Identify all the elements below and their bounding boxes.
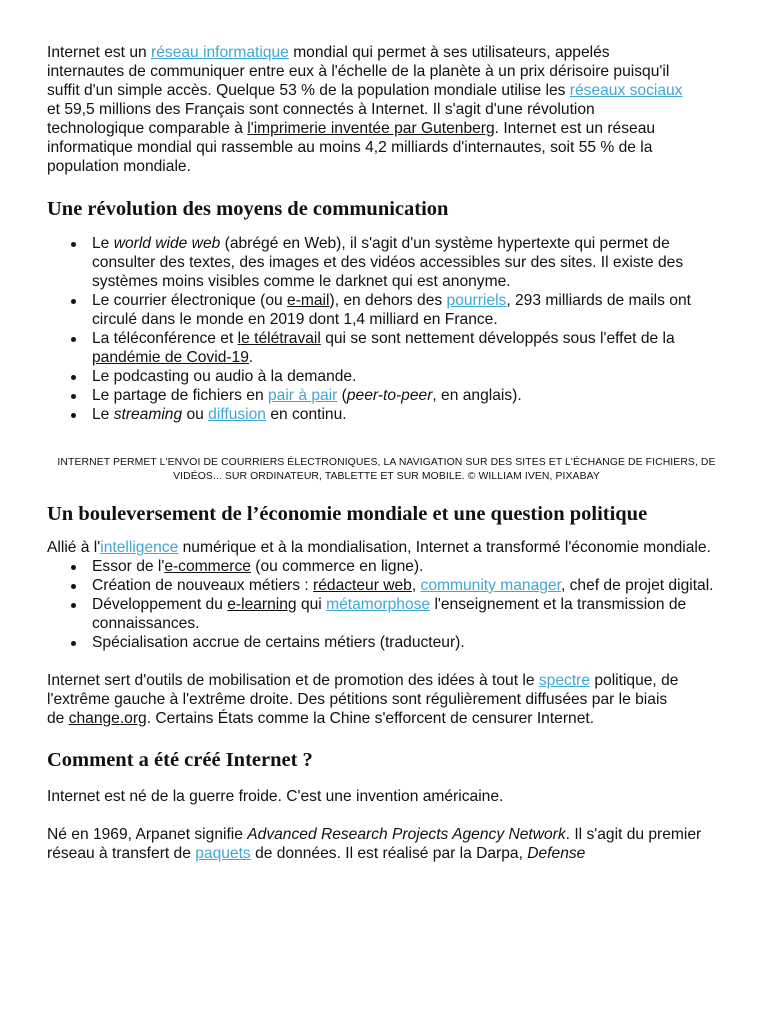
- text: streaming: [113, 406, 183, 423]
- list-item: [92, 234, 727, 291]
- text: ,: [411, 577, 421, 594]
- economie-list: [47, 557, 727, 652]
- text: La téléconférence et: [92, 330, 238, 347]
- list-item: [92, 405, 727, 424]
- section-heading-economie: Un bouleversement de l’économie mondiale et une question politique: [47, 503, 648, 525]
- text: ou: [182, 406, 209, 423]
- text: .: [248, 349, 254, 366]
- list-item: [92, 291, 727, 329]
- text: . Il s'agit du premier réseau à transfert de: [47, 826, 702, 862]
- link-imprimerie[interactable]: l'imprimerie inventée par Gutenberg: [247, 120, 495, 137]
- list-item: [92, 557, 727, 576]
- text: numérique et à la mondialisation, Internet a transformé l'économie mondiale.: [178, 539, 711, 556]
- text: Advanced Research Projects Agency Network: [247, 826, 566, 843]
- link-diffusion[interactable]: diffusion: [208, 406, 266, 423]
- creation-paragraph-1: Internet est né de la guerre froide. C'est une invention américaine.: [47, 788, 504, 805]
- link-pandemie[interactable]: pandémie de Covid-19: [92, 349, 249, 366]
- text: , en anglais).: [432, 387, 522, 404]
- link-pair-a-pair[interactable]: pair à pair: [267, 387, 338, 404]
- text: , 293 milliards de mails ont circulé dans le monde en 2019 dont 1,4 milliard en France.: [92, 292, 691, 328]
- section-heading-creation: Comment a été créé Internet ?: [47, 749, 313, 771]
- link-community-manager[interactable]: community manager: [420, 577, 561, 594]
- text: (abrégé en Web), il s'agit d'un système hypertexte qui permet de consulter des textes, des images et des vidéos accessibles sur des sites. Il existe des systèmes moins visibles comme le darknet qui est anonyme.: [92, 235, 684, 290]
- economie-paragraph: [47, 538, 727, 557]
- link-email[interactable]: e-mail: [287, 292, 330, 309]
- list-item: [92, 633, 727, 652]
- text: qui se sont nettement développés sous l'effet de la: [320, 330, 675, 347]
- list-item: [92, 576, 727, 595]
- link-paquets[interactable]: paquets: [195, 845, 251, 862]
- text: ), en dehors des: [329, 292, 447, 309]
- text: Spécialisation accrue de certains métiers (traducteur).: [92, 634, 465, 651]
- link-elearning[interactable]: e-learning: [227, 596, 297, 613]
- text: world wide web: [113, 235, 221, 252]
- text: en continu.: [265, 406, 347, 423]
- communication-list: [47, 234, 727, 424]
- text: et 59,5 millions des Français sont connectés à Internet. Il s'agit d'une révolution technologique comparable à: [47, 101, 595, 137]
- text: Internet sert d'outils de mobilisation et de promotion des idées à tout le: [47, 672, 539, 689]
- text: Création de nouveaux métiers :: [92, 577, 314, 594]
- list-item: [92, 367, 727, 386]
- text: Le partage de fichiers en: [92, 387, 268, 404]
- text: de données. Il est réalisé par la Darpa,: [250, 845, 528, 862]
- text: peer-to-peer: [346, 387, 433, 404]
- link-ecommerce[interactable]: e-commerce: [164, 558, 251, 575]
- text: Defense: [527, 845, 586, 862]
- link-metamorphose[interactable]: métamorphose: [326, 596, 431, 613]
- link-reseaux-sociaux[interactable]: réseaux sociaux: [569, 82, 683, 99]
- link-spectre[interactable]: spectre: [538, 672, 591, 689]
- link-reseau-informatique[interactable]: réseau informatique: [151, 44, 289, 61]
- link-pourriels[interactable]: pourriels: [446, 292, 507, 309]
- politique-paragraph: [47, 671, 687, 728]
- text: Le podcasting ou audio à la demande.: [92, 368, 357, 385]
- text: Essor de l': [92, 558, 165, 575]
- link-redacteur-web[interactable]: rédacteur web: [313, 577, 412, 594]
- list-item: [92, 595, 727, 633]
- list-item: [92, 329, 727, 367]
- link-intelligence[interactable]: intelligence: [100, 539, 179, 556]
- text: (: [337, 387, 347, 404]
- intro-paragraph: [47, 43, 687, 176]
- text: mondial qui permet à ses utilisateurs, appelés internautes de communiquer entre eux à l'échelle de la planète à un prix dérisoire puisqu'il suffit d'un simple accès. Quelque 53 % de la population mondiale utilise les: [47, 44, 670, 99]
- text: Le: [92, 406, 114, 423]
- text: (ou commerce en ligne).: [250, 558, 424, 575]
- image-caption: INTERNET PERMET L'ENVOI DE COURRIERS ÉLECTRONIQUES, LA NAVIGATION SUR DES SITES ET L'ÉCHANGE DE FICHIERS, DE VIDÉOS... SUR ORDINATEUR, TABLETTE ET SUR MOBILE. © WILLIAM IVEN, PIXABAY: [57, 457, 716, 482]
- text: . Certains États comme la Chine s'efforcent de censurer Internet.: [146, 710, 595, 727]
- text: Allié à l': [47, 539, 101, 556]
- text: Développement du: [92, 596, 228, 613]
- text: , chef de projet digital.: [560, 577, 714, 594]
- text: . Internet est un réseau informatique mondial qui rassemble au moins 4,2 milliards d'internautes, soit 55 % de la population mondiale.: [47, 120, 656, 175]
- text: Internet est un: [47, 44, 152, 61]
- text: l'enseignement et la transmission de connaissances.: [92, 596, 687, 632]
- text: politique, de l'extrême gauche à l'extrême droite. Des pétitions sont régulièrement diffusées par le biais de: [47, 672, 679, 727]
- list-item: [92, 386, 727, 405]
- text: qui: [296, 596, 327, 613]
- creation-paragraph-2: [47, 825, 727, 863]
- text: Le: [92, 235, 114, 252]
- section-heading-communication: Une révolution des moyens de communication: [47, 198, 449, 220]
- article-body: [47, 43, 727, 863]
- link-change-org[interactable]: change.org: [68, 710, 147, 727]
- text: Le courrier électronique (ou: [92, 292, 288, 309]
- link-teletravail[interactable]: le télétravail: [237, 330, 321, 347]
- text: Né en 1969, Arpanet signifie: [47, 826, 248, 843]
